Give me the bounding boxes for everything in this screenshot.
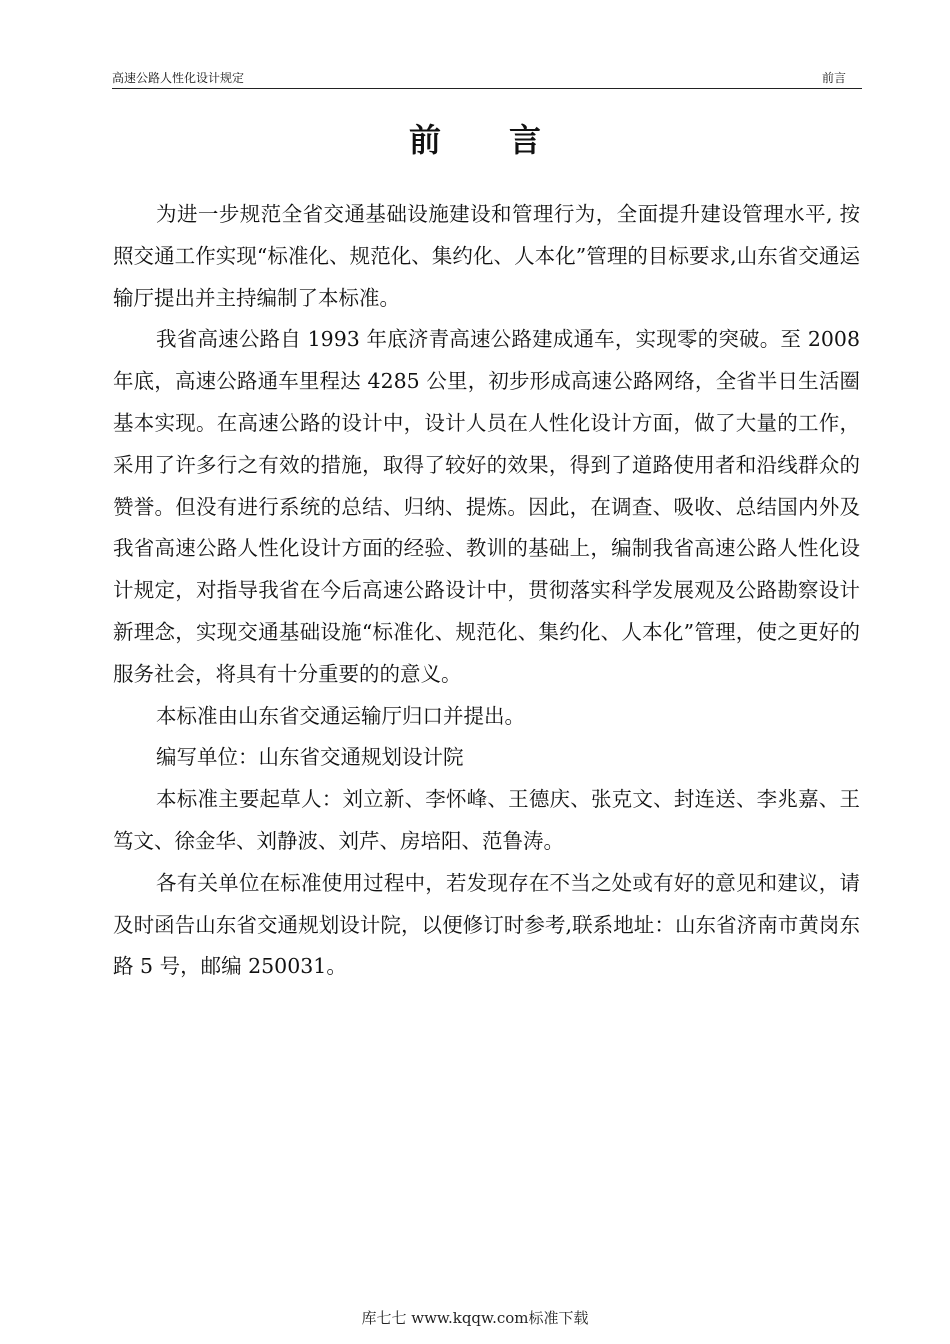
page-title: 前言 [408, 121, 609, 159]
header-section-name: 前言 [821, 71, 846, 85]
paragraph-drafters: 本标准主要起草人：刘立新、李怀峰、王德庆、张克文、封连送、李兆嘉、王笃文、徐金华、刘静波、刘芹、房培阳、范鲁涛。 [113, 787, 860, 853]
footer-watermark: 库七七 www.kqqw.com标准下载 [361, 1309, 589, 1327]
paragraph-drafting-unit: 编写单位：山东省交通规划设计院 [156, 745, 464, 770]
paragraph-purpose: 为进一步规范全省交通基础设施建设和管理行为，全面提升建设管理水平, 按照交通工作实现“标准化、规范化、集约化、人本化”管理的目标要求,山东省交通运输厅提出并主持编制了本标准。 [113, 202, 860, 310]
paragraph-authority: 本标准由山东省交通运输厅归口并提出。 [156, 703, 526, 728]
body-text [113, 194, 860, 988]
header-document-title: 高速公路人性化设计规定 [112, 71, 245, 85]
running-header [112, 66, 862, 89]
paragraph-background: 我省高速公路自 1993 年底济青高速公路建成通车，实现零的突破。至 2008 年底，高速公路通车里程达 4285 公里，初步形成高速公路网络，全省半日生活圈基本实现。在高速公路的设计中，设计人员在人性化设计方面，做了大量的工作，采用了许多行之有效的措施，取得了较好的效果，得到了道路使用者和沿线群众的赞誉。但没有进行系统的总结、归纳、提炼。因此，在调查、吸收、总结国内外及我省高速公路人性化设计方面的经验、教训的基础上，编制我省高速公路人性化设计规定，对指导我省在今后高速公路设计中，贯彻落实科学发展观及公路勘察设计新理念，实现交通基础设施“标准化、规范化、集约化、人本化”管理，使之更好的服务社会，将具有十分重要的的意义。 [113, 327, 860, 686]
paragraph-feedback: 各有关单位在标准使用过程中，若发现存在不当之处或有好的意见和建议，请及时函告山东省交通规划设计院，以便修订时参考,联系地址：山东省济南市黄岗东路 5 号，邮编 250031。 [113, 870, 860, 979]
